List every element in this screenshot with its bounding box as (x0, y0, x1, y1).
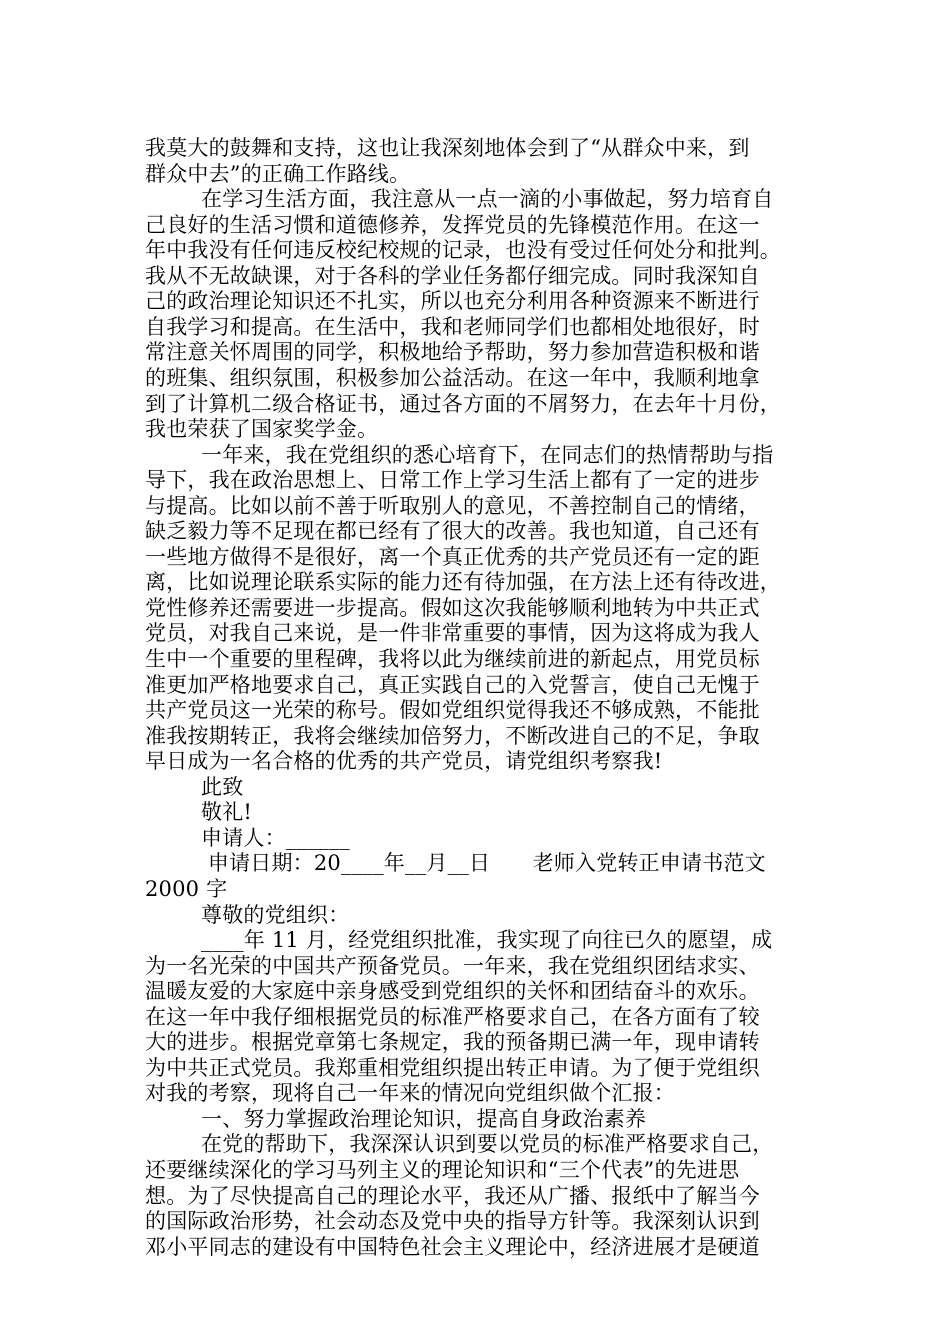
text-line: 准更加严格地要求自己，真正实践自己的入党誓言，使自己无愧于 (145, 672, 760, 697)
text-line: 为一名光荣的中国共产预备党员。一年来，我在党组织团结求实、 (145, 953, 760, 978)
text-line: 的班集、组织氛围，积极参加公益活动。在这一年中，我顺利地拿 (145, 365, 760, 390)
text-line: 与提高。比如以前不善于听取别人的意见，不善控制自己的情绪， (145, 493, 760, 518)
text-line: 一、努力掌握政治理论知识，提高自身政治素养 (201, 1106, 647, 1131)
text-line: 我也荣获了国家奖学金。 (145, 417, 379, 442)
text-line: 邓小平同志的建设有中国特色社会主义理论中，经济进展才是硬道 (145, 1234, 760, 1259)
text-line: 己良好的生活习惯和道德修养，发挥党员的先锋模范作用。在这一 (145, 212, 760, 237)
text-line: 导下，我在政治思想上、日常工作上学习生活上都有了一定的进步 (145, 468, 760, 493)
text-line: 自我学习和提高。在生活中，我和老师同学们也都相处地很好，时 (145, 314, 760, 339)
text-line: 在学习生活方面，我注意从一点一滴的小事做起，努力培育自 (201, 187, 774, 212)
text-line: 大的进步。根据党章第七条规定，我的预备期已满一年，现申请转 (145, 1030, 760, 1055)
text-line: ____年 11 月，经党组织批准，我实现了向往已久的愿望，成 (201, 928, 773, 953)
text-line: 2000 字 (145, 876, 228, 901)
text-line: 党员，对我自己来说，是一件非常重要的事情，因为这将成为我人 (145, 621, 760, 646)
text-line: 温暖友爱的大家庭中亲身感受到党组织的关怀和团结奋斗的欢乐。 (145, 979, 760, 1004)
text-line: 还要继续深化的学习马列主义的理论知识和“三个代表”的先进思 (145, 1158, 740, 1182)
text-line: 常注意关怀周围的同学，积极地给予帮助，努力参加营造积极和谐 (145, 340, 760, 365)
text-line: 申请人：______ (201, 825, 350, 850)
text-line: 申请日期：20____年__月__日 老师入党转正申请书范文 (201, 851, 766, 876)
text-line: 在党的帮助下，我深深认识到要以党员的标准严格要求自己， (201, 1132, 774, 1157)
text-line: 我从不无故缺课，对于各科的学业任务都仔细完成。同时我深知自 (145, 263, 760, 288)
text-line: 尊敬的党组织： (201, 902, 350, 927)
text-line: 早日成为一名合格的优秀的共产党员，请党组织考察我! (145, 749, 663, 774)
text-line: 一年来，我在党组织的悉心培育下，在同志们的热情帮助与指 (201, 442, 774, 467)
text-line: 党性修养还需要进一步提高。假如这次我能够顺利地转为中共正式 (145, 595, 760, 620)
text-line: 一些地方做得不是很好，离一个真正优秀的共产党员还有一定的距 (145, 544, 760, 569)
text-line: 缺乏毅力等不足现在都已经有了很大的改善。我也知道，自己还有 (145, 519, 760, 544)
text-line: 群众中去”的正确工作路线。 (145, 161, 411, 186)
text-line: 的国际政治形势，社会动态及党中央的指导方针等。我深刻认识到 (145, 1209, 760, 1234)
text-line: 为中共正式党员。我郑重相党组织提出转正申请。为了便于党组织 (145, 1055, 760, 1080)
text-line: 我莫大的鼓舞和支持，这也让我深刻地体会到了“从群众中来，到 (145, 136, 750, 160)
text-line: 准我按期转正，我将会继续加倍努力，不断改进自己的不足，争取 (145, 723, 760, 748)
text-line: 离，比如说理论联系实际的能力还有待加强，在方法上还有待改进， (145, 570, 781, 595)
text-line: 生中一个重要的里程碑，我将以此为继续前进的新起点，用党员标 (145, 647, 760, 671)
text-line: 此致 (201, 774, 244, 799)
text-line: 年中我没有任何违反校纪校规的记录，也没有受过任何处分和批判。 (145, 238, 781, 263)
text-line: 到了计算机二级合格证书，通过各方面的不屑努力，在去年十月份， (145, 391, 781, 416)
text-line: 己的政治理论知识还不扎实，所以也充分利用各种资源来不断进行 (145, 289, 760, 314)
text-line: 共产党员这一光荣的称号。假如党组织觉得我还不够成熟，不能批 (145, 698, 760, 723)
text-line: 想。为了尽快提高自己的理论水平，我还从广播、报纸中了解当今 (145, 1183, 760, 1208)
text-line: 敬礼! (201, 800, 253, 825)
text-line: 对我的考察，现将自己一年来的情况向党组织做个汇报： (145, 1081, 675, 1106)
text-line: 在这一年中我仔细根据党员的标准严格要求自己，在各方面有了较 (145, 1004, 760, 1029)
